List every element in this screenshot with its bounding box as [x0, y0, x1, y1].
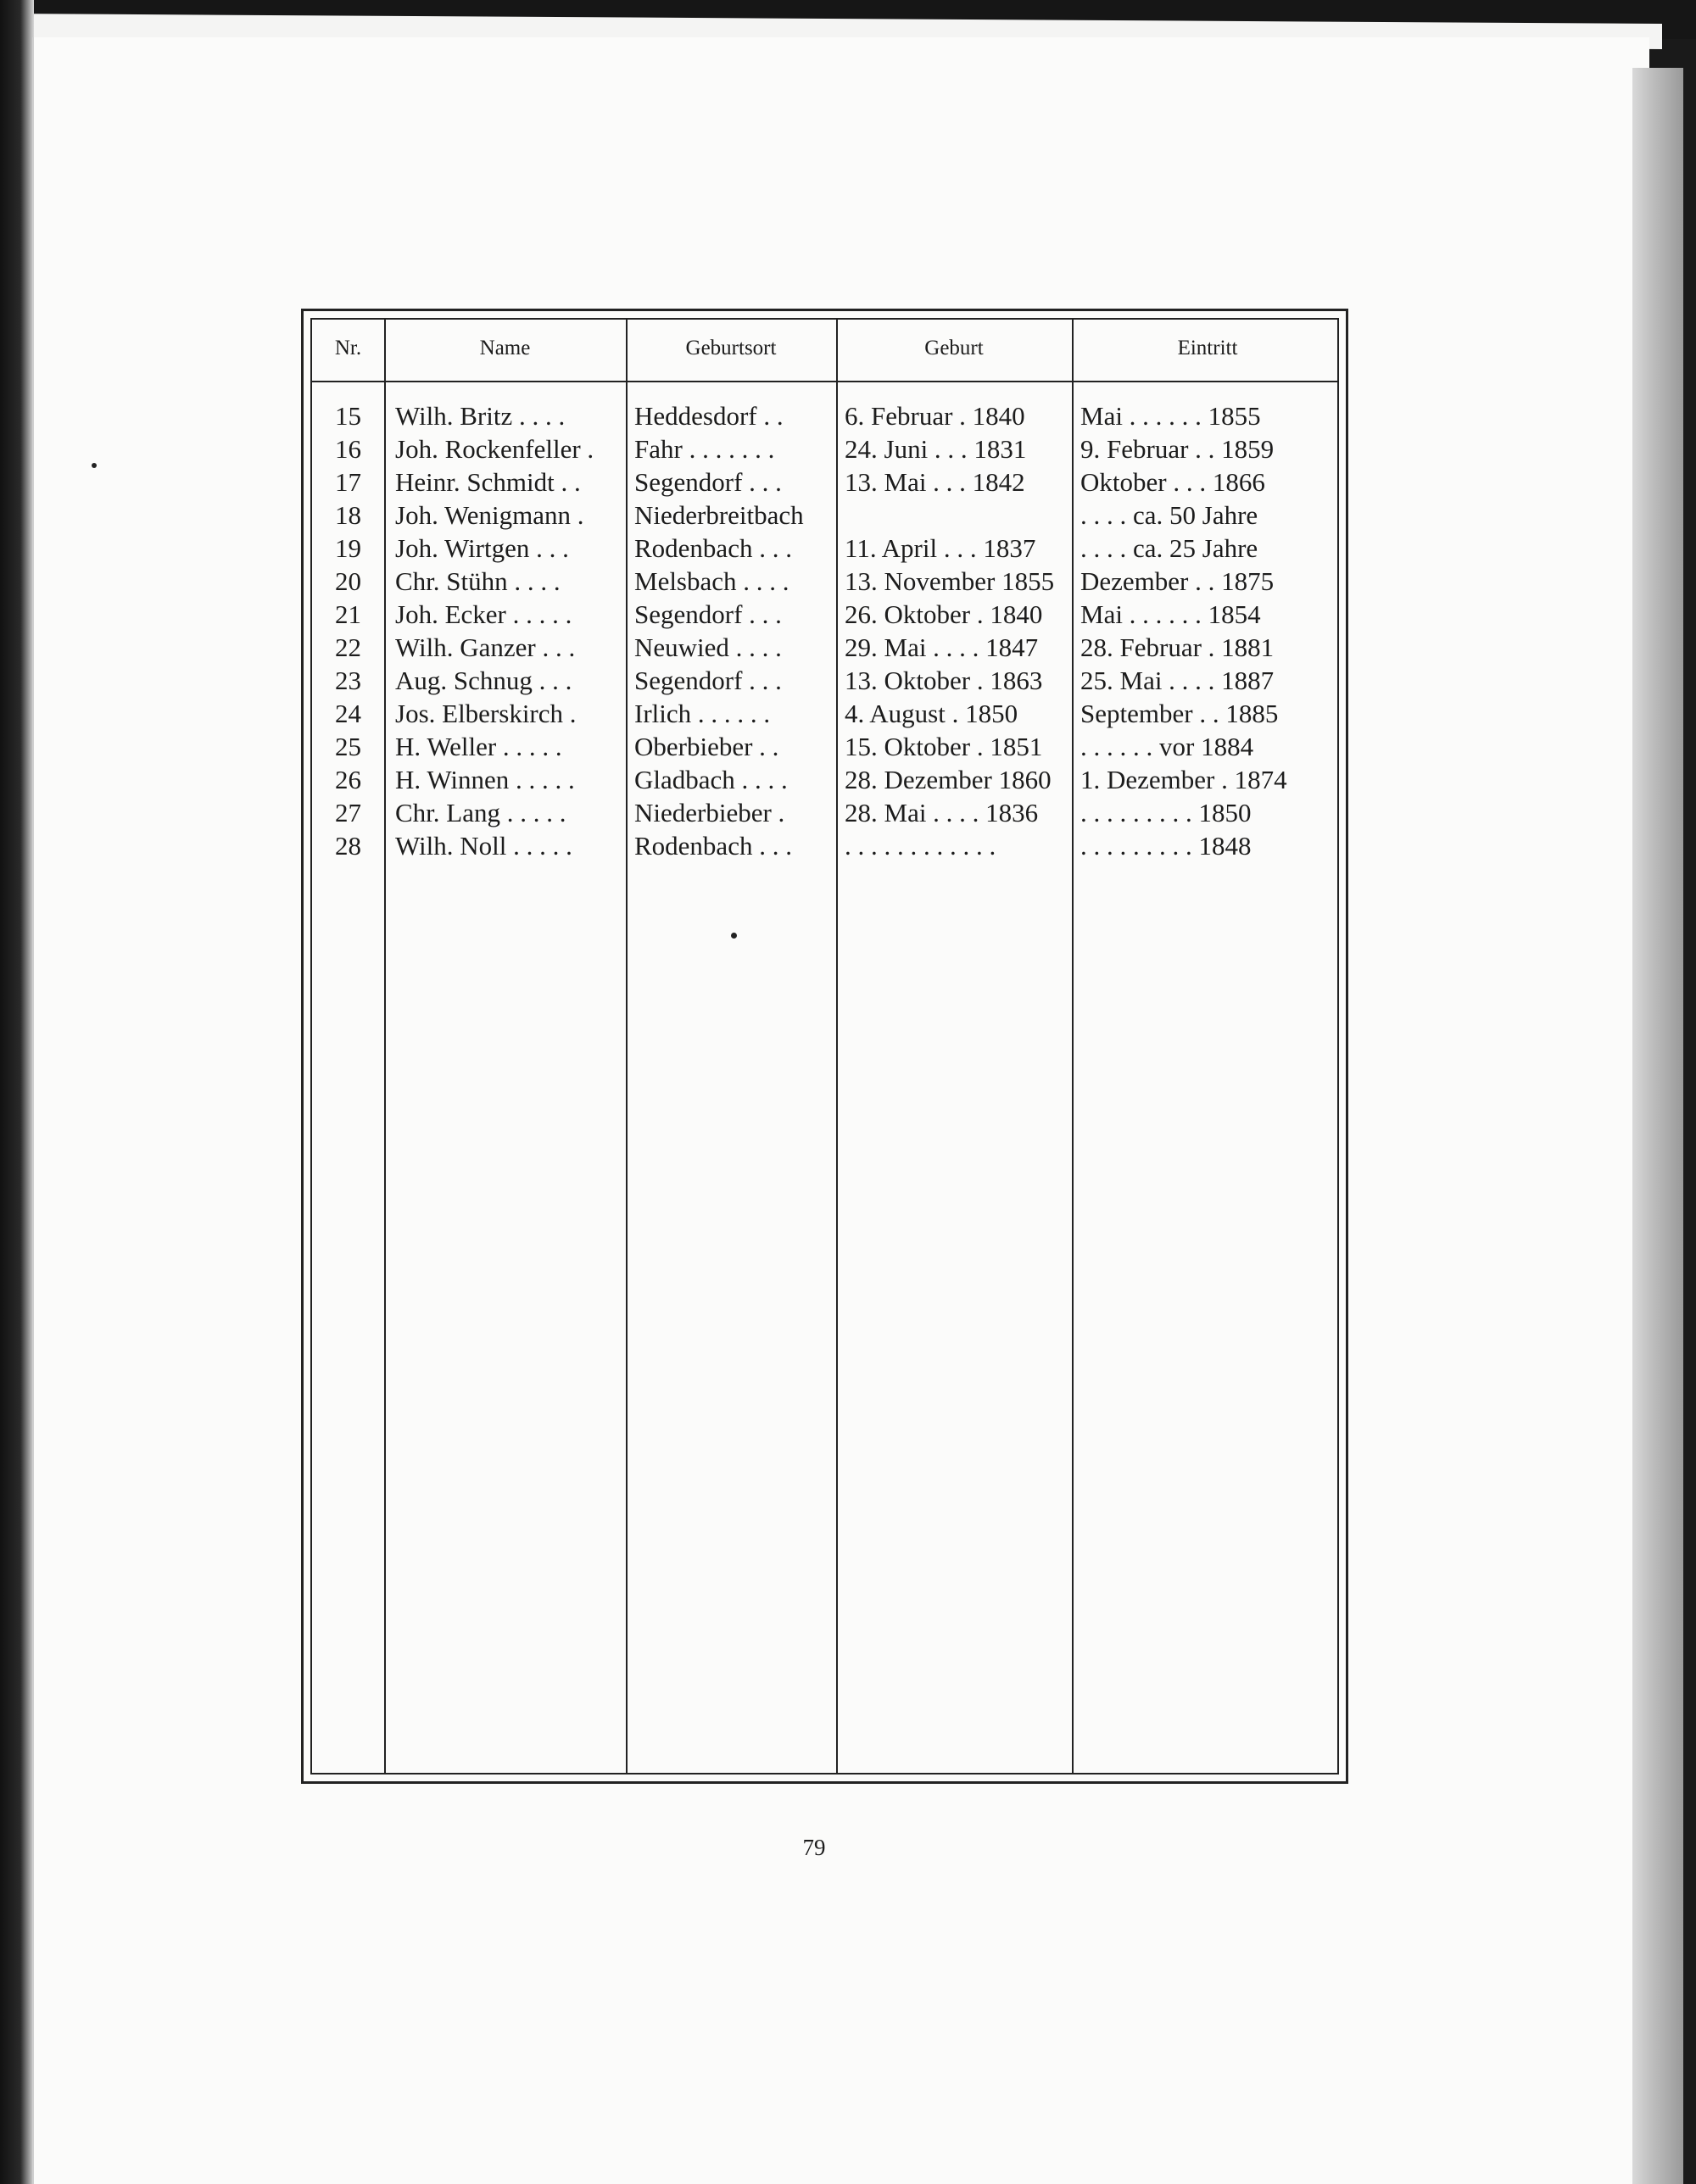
name-cell: Joh. Rockenfeller . [395, 434, 594, 464]
birthplace-cell: Irlich . . . . . . [634, 699, 771, 728]
page-number: 79 [802, 1835, 826, 1860]
birthplace-cell: Oberbieber . . [634, 732, 779, 761]
birthdate-cell: 29. Mai . . . . 1847 [845, 632, 1039, 662]
header-name: Name [479, 337, 531, 359]
ink-speck [92, 463, 97, 468]
entry-cell: Oktober . . . 1866 [1080, 467, 1265, 497]
row-number: 22 [335, 632, 361, 662]
birthplace-cell: Melsbach . . . . [634, 566, 789, 596]
table-row [312, 730, 1337, 763]
birthplace-cell: Rodenbach . . . [634, 533, 792, 563]
entry-cell: 28. Februar . 1881 [1080, 632, 1275, 662]
table-row [312, 598, 1337, 631]
birthplace-cell: Segendorf . . . [634, 666, 782, 695]
entry-cell: . . . . ca. 50 Jahre [1080, 500, 1258, 530]
entry-cell: Dezember . . 1875 [1080, 566, 1275, 596]
entry-cell: Mai . . . . . . 1854 [1080, 599, 1261, 629]
entry-cell: 1. Dezember . 1874 [1080, 765, 1287, 794]
ink-speck [731, 933, 737, 939]
birthplace-cell: Rodenbach . . . [634, 831, 792, 861]
birthdate-cell: 13. November 1855 [845, 566, 1055, 596]
birthdate-cell: 11. April . . . 1837 [845, 533, 1036, 563]
table-row [312, 631, 1337, 664]
name-cell: H. Weller . . . . . [395, 732, 562, 761]
row-number: 25 [335, 732, 361, 761]
table-row [312, 532, 1337, 565]
entry-cell: September . . 1885 [1080, 699, 1279, 728]
table-frame [301, 309, 1348, 1784]
table-row [312, 399, 1337, 432]
header-rule [312, 381, 1337, 382]
name-cell: Chr. Stühn . . . . [395, 566, 561, 596]
birthdate-cell: 28. Mai . . . . 1836 [845, 798, 1039, 827]
name-cell: Joh. Wenigmann . [395, 500, 584, 530]
row-number: 28 [335, 831, 361, 861]
birthdate-cell: 4. August . 1850 [845, 699, 1018, 728]
birthdate-cell: 26. Oktober . 1840 [845, 599, 1043, 629]
row-number: 20 [335, 566, 361, 596]
name-cell: H. Winnen . . . . . [395, 765, 575, 794]
entry-cell: . . . . ca. 25 Jahre [1080, 533, 1258, 563]
table-row [312, 565, 1337, 598]
scan-top-edge [0, 0, 1696, 39]
birthplace-cell: Segendorf . . . [634, 599, 782, 629]
entry-cell: Mai . . . . . . 1855 [1080, 401, 1261, 431]
birthplace-cell: Niederbreitbach [634, 500, 804, 530]
table-row [312, 697, 1337, 730]
birthdate-cell: 13. Oktober . 1863 [845, 666, 1043, 695]
name-cell: Wilh. Ganzer . . . [395, 632, 576, 662]
name-cell: Chr. Lang . . . . . [395, 798, 566, 827]
birthplace-cell: Neuwied . . . . [634, 632, 782, 662]
entry-cell: . . . . . . . . . 1850 [1080, 798, 1252, 827]
birthdate-cell: 28. Dezember 1860 [845, 765, 1052, 794]
table-row [312, 432, 1337, 465]
header-nr: Nr. [334, 337, 362, 359]
name-cell: Heinr. Schmidt . . [395, 467, 581, 497]
name-cell: Jos. Elberskirch . [395, 699, 577, 728]
birthplace-cell: Niederbieber . [634, 798, 785, 827]
row-number: 17 [335, 467, 361, 497]
header-eintritt: Eintritt [1177, 337, 1238, 359]
row-number: 26 [335, 765, 361, 794]
table-row [312, 465, 1337, 499]
member-table [310, 318, 1339, 1774]
entry-cell: 25. Mai . . . . 1887 [1080, 666, 1275, 695]
birthdate-cell: . . . . . . . . . . . . [845, 831, 996, 861]
row-number: 16 [335, 434, 361, 464]
birthdate-cell: 13. Mai . . . 1842 [845, 467, 1025, 497]
name-cell: Joh. Wirtgen . . . [395, 533, 569, 563]
birthplace-cell: Segendorf . . . [634, 467, 782, 497]
entry-cell: . . . . . . vor 1884 [1080, 732, 1254, 761]
birthplace-cell: Fahr . . . . . . . [634, 434, 775, 464]
table-row [312, 796, 1337, 829]
row-number: 24 [335, 699, 361, 728]
row-number: 23 [335, 666, 361, 695]
name-cell: Wilh. Britz . . . . [395, 401, 566, 431]
row-number: 21 [335, 599, 361, 629]
name-cell: Joh. Ecker . . . . . [395, 599, 572, 629]
birthplace-cell: Heddesdorf . . [634, 401, 784, 431]
entry-cell: . . . . . . . . . 1848 [1080, 831, 1252, 861]
table-row [312, 763, 1337, 796]
name-cell: Wilh. Noll . . . . . [395, 831, 572, 861]
header-geburt: Geburt [924, 337, 984, 359]
row-number: 27 [335, 798, 361, 827]
birthplace-cell: Gladbach . . . . [634, 765, 788, 794]
birthdate-cell: 24. Juni . . . 1831 [845, 434, 1027, 464]
entry-cell: 9. Februar . . 1859 [1080, 434, 1275, 464]
row-number: 19 [335, 533, 361, 563]
header-geburtsort: Geburtsort [685, 337, 777, 359]
table-row [312, 829, 1337, 862]
page-edge [1632, 68, 1683, 2184]
table-row [312, 664, 1337, 697]
row-number: 18 [335, 500, 361, 530]
table-row [312, 499, 1337, 532]
birthdate-cell: 6. Februar . 1840 [845, 401, 1025, 431]
row-number: 15 [335, 401, 361, 431]
scan-left-shadow [0, 0, 34, 2184]
name-cell: Aug. Schnug . . . [395, 666, 572, 695]
birthdate-cell: 15. Oktober . 1851 [845, 732, 1043, 761]
